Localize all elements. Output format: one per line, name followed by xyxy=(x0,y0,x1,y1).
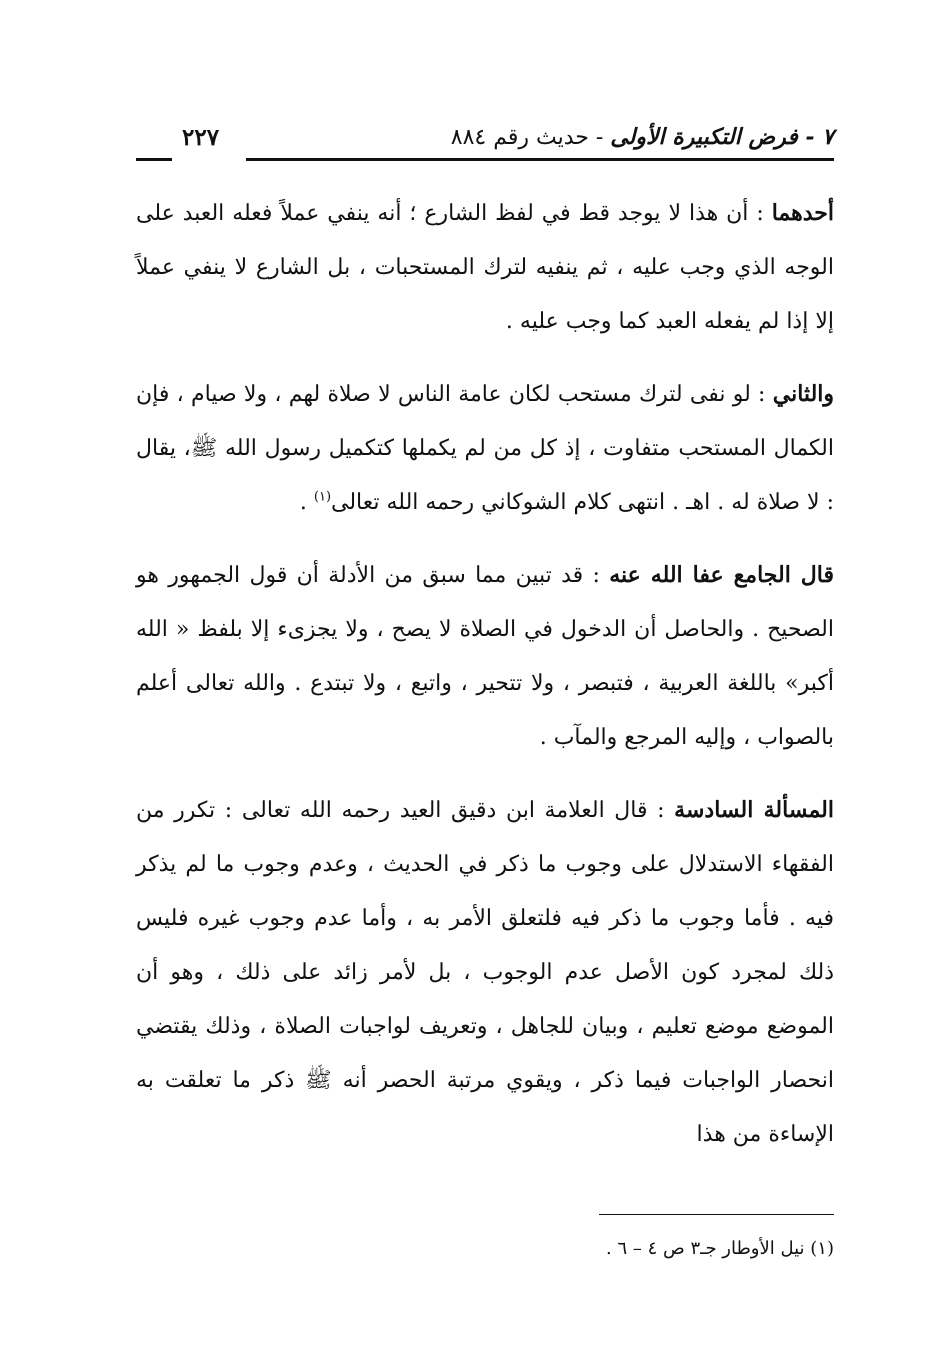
paragraph-text: : قال العلامة ابن دقيق العيد رحمه الله تعالى : تكرر من الفقهاء الاستدلال على وجوب ما ذكر في الحديث ، وعدم وجوب ما لم يذكر فيه . فأما وجوب ما ذكر فيه فلتعلق الأمر به ، وأما عدم وجوب غيره فليس ذلك لمجرد كون الأصل عدم الوجوب ، بل لأمر زائد على ذلك ، وهو أن الموضع موضع تعليم ، وبيان للجاهل ، وتعريف لواجبات الصلاة ، وذلك يقتضي انحصار الواجبات فيما ذكر ، ويقوي مرتبة الحصر أنه ﷺ ذكر ما تعلقت به الإساءة من هذا xyxy=(136,798,834,1147)
paragraph-sixth-issue xyxy=(136,783,834,1162)
footnote-reference: (١) xyxy=(313,489,332,505)
hadith-number: - حديث رقم ٨٨٤ xyxy=(450,125,604,150)
footnote: (١) نيل الأوطار جـ٣ ص ٤ – ٦ . xyxy=(606,1238,834,1259)
page-header xyxy=(136,124,834,164)
header-rule xyxy=(246,158,834,161)
header-rule-short xyxy=(136,158,172,161)
paragraph-lead: والثاني xyxy=(772,381,835,407)
paragraph-lead: المسألة السادسة xyxy=(674,797,834,823)
paragraph-first-point xyxy=(136,186,834,349)
paragraph-tail: . xyxy=(299,490,314,515)
footnote-rule xyxy=(599,1214,834,1215)
page-number: ٢٢٧ xyxy=(182,124,220,151)
chapter-title: ٧ - فرض التكبيرة الأولى xyxy=(610,124,834,150)
paragraph-second-point xyxy=(136,367,834,530)
paragraph-text: : قد تبين مما سبق من الأدلة أن قول الجمهور هو الصحيح . والحاصل أن الدخول في الصلاة لا يصح ، ولا يجزىء إلا بلفظ « الله أكبر» باللغة العربية ، فتبصر ، ولا تتحير ، واتبع ، ولا تبتدع . والله تعالى أعلم بالصواب ، وإليه المرجع والمآب . xyxy=(136,563,834,750)
running-title xyxy=(451,124,834,150)
paragraph-compiler-note xyxy=(136,548,834,765)
paragraph-text: : أن هذا لا يوجد قط في لفظ الشارع ؛ أنه ينفي عملاً فعله العبد على الوجه الذي وجب عليه ، ثم ينفيه لترك المستحبات ، بل الشارع لا ينفي عملاً إلا إذا لم يفعله العبد كما وجب عليه . xyxy=(136,201,834,334)
paragraph-lead: أحدهما xyxy=(771,200,834,226)
paragraph-lead: قال الجامع عفا الله عنه xyxy=(609,562,835,588)
page-body xyxy=(136,186,834,1170)
paragraph-text: : لو نفى لترك مستحب لكان عامة الناس لا صلاة لهم ، ولا صيام ، فإن الكمال المستحب متفاوت ، إذ كل من لم يكملها كتكميل رسول الله ﷺ، يقال : لا صلاة له . اهـ . انتهى كلام الشوكاني رحمه الله تعالى xyxy=(136,382,834,515)
